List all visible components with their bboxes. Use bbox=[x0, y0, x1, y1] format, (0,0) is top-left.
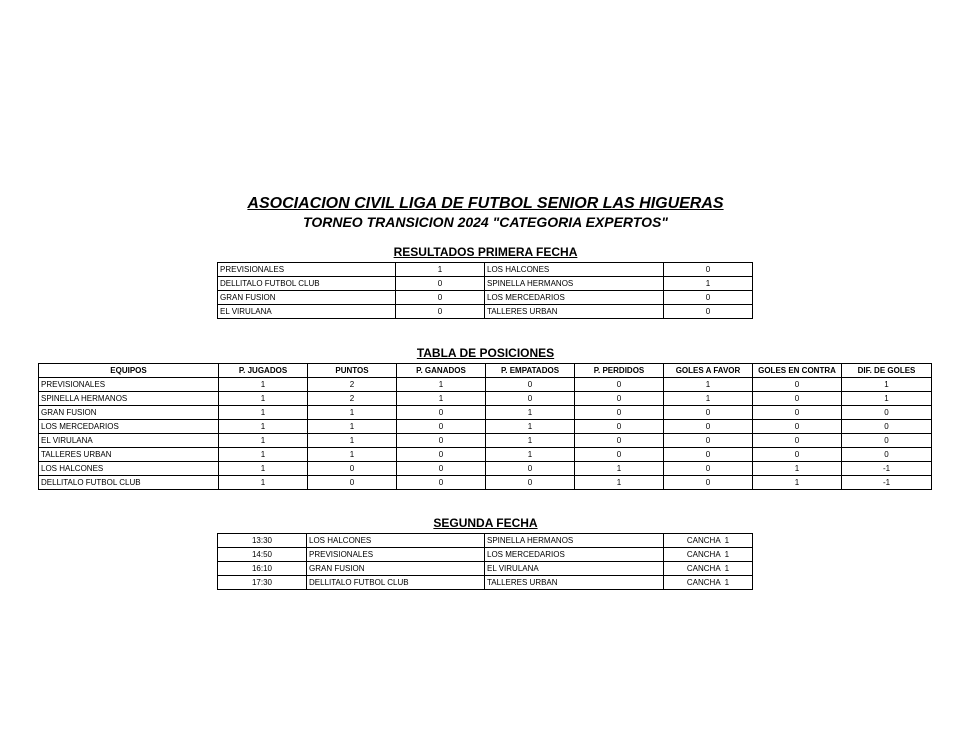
stat-cell: 0 bbox=[842, 434, 932, 448]
away-goals: 0 bbox=[664, 291, 753, 305]
team-name: TALLERES URBAN bbox=[39, 448, 219, 462]
table-row bbox=[218, 291, 753, 305]
col-header-goles-a-favor: GOLES A FAVOR bbox=[664, 364, 753, 378]
away-team: LOS HALCONES bbox=[485, 263, 664, 277]
away-goals: 0 bbox=[664, 263, 753, 277]
match-time: 13:30 bbox=[218, 534, 307, 548]
stat-cell: 0 bbox=[486, 476, 575, 490]
stat-cell: 0 bbox=[397, 420, 486, 434]
team-name: DELLITALO FUTBOL CLUB bbox=[39, 476, 219, 490]
field-name: CANCHA 1 bbox=[664, 576, 753, 590]
table-row bbox=[39, 406, 932, 420]
col-header-p-perdidos: P. PERDIDOS bbox=[575, 364, 664, 378]
stat-cell: 0 bbox=[397, 434, 486, 448]
col-header-goles-en-contra: GOLES EN CONTRA bbox=[753, 364, 842, 378]
stat-cell: 1 bbox=[664, 378, 753, 392]
away-goals: 0 bbox=[664, 305, 753, 319]
stat-cell: 1 bbox=[486, 448, 575, 462]
stat-cell: 0 bbox=[753, 406, 842, 420]
table-row bbox=[218, 562, 753, 576]
away-team: TALLERES URBAN bbox=[485, 305, 664, 319]
home-team: GRAN FUSION bbox=[307, 562, 485, 576]
stat-cell: 0 bbox=[486, 392, 575, 406]
standings-table bbox=[38, 363, 932, 490]
stat-cell: 0 bbox=[486, 462, 575, 476]
col-header-p-jugados: P. JUGADOS bbox=[219, 364, 308, 378]
home-goals: 0 bbox=[396, 305, 485, 319]
stat-cell: 0 bbox=[664, 406, 753, 420]
table-row bbox=[218, 305, 753, 319]
results-section-title: RESULTADOS PRIMERA FECHA bbox=[393, 245, 578, 259]
away-team: SPINELLA HERMANOS bbox=[485, 277, 664, 291]
col-header-equipos: EQUIPOS bbox=[39, 364, 219, 378]
second-round-table bbox=[217, 533, 753, 590]
second-round-section-title: SEGUNDA FECHA bbox=[433, 516, 538, 530]
stat-cell: 0 bbox=[575, 378, 664, 392]
team-name: PREVISIONALES bbox=[39, 378, 219, 392]
stat-cell: 1 bbox=[486, 434, 575, 448]
away-goals: 1 bbox=[664, 277, 753, 291]
table-row bbox=[39, 434, 932, 448]
stat-cell: 1 bbox=[397, 378, 486, 392]
table-row bbox=[218, 263, 753, 277]
stat-cell: 1 bbox=[486, 406, 575, 420]
stat-cell: 0 bbox=[486, 378, 575, 392]
col-header-p-ganados: P. GANADOS bbox=[397, 364, 486, 378]
league-title: ASOCIACION CIVIL LIGA DE FUTBOL SENIOR LAS HIGUERAS bbox=[247, 195, 724, 212]
stat-cell: 1 bbox=[753, 476, 842, 490]
table-row bbox=[39, 462, 932, 476]
away-team: SPINELLA HERMANOS bbox=[485, 534, 664, 548]
away-team: LOS MERCEDARIOS bbox=[485, 291, 664, 305]
stat-cell: 1 bbox=[219, 434, 308, 448]
home-goals: 1 bbox=[396, 263, 485, 277]
away-team: EL VIRULANA bbox=[485, 562, 664, 576]
tournament-subtitle: TORNEO TRANSICION 2024 "CATEGORIA EXPERTOS" bbox=[303, 214, 668, 230]
stat-cell: 1 bbox=[219, 476, 308, 490]
stat-cell: 1 bbox=[664, 392, 753, 406]
team-name: EL VIRULANA bbox=[39, 434, 219, 448]
results-table bbox=[217, 262, 753, 319]
table-row bbox=[218, 548, 753, 562]
home-goals: 0 bbox=[396, 291, 485, 305]
stat-cell: 0 bbox=[575, 392, 664, 406]
table-row bbox=[218, 576, 753, 590]
stat-cell: 1 bbox=[219, 378, 308, 392]
field-name: CANCHA 1 bbox=[664, 562, 753, 576]
stat-cell: 0 bbox=[842, 406, 932, 420]
stat-cell: 0 bbox=[842, 420, 932, 434]
home-team: PREVISIONALES bbox=[307, 548, 485, 562]
field-name: CANCHA 1 bbox=[664, 534, 753, 548]
stat-cell: 1 bbox=[753, 462, 842, 476]
stat-cell: 0 bbox=[308, 476, 397, 490]
stat-cell: 0 bbox=[397, 476, 486, 490]
col-header-dif-de-goles: DIF. DE GOLES bbox=[842, 364, 932, 378]
table-row bbox=[218, 277, 753, 291]
home-team: LOS HALCONES bbox=[307, 534, 485, 548]
home-team: EL VIRULANA bbox=[218, 305, 396, 319]
stat-cell: 1 bbox=[308, 420, 397, 434]
stat-cell: 2 bbox=[308, 392, 397, 406]
stat-cell: 0 bbox=[753, 378, 842, 392]
standings-header-row bbox=[39, 364, 932, 378]
stat-cell: 0 bbox=[397, 462, 486, 476]
stat-cell: 1 bbox=[219, 448, 308, 462]
stat-cell: 0 bbox=[664, 476, 753, 490]
team-name: LOS MERCEDARIOS bbox=[39, 420, 219, 434]
stat-cell: 1 bbox=[308, 448, 397, 462]
stat-cell: 0 bbox=[842, 448, 932, 462]
standings-section-title: TABLA DE POSICIONES bbox=[416, 346, 555, 360]
away-team: TALLERES URBAN bbox=[485, 576, 664, 590]
home-team: DELLITALO FUTBOL CLUB bbox=[307, 576, 485, 590]
team-name: SPINELLA HERMANOS bbox=[39, 392, 219, 406]
col-header-p-empatados: P. EMPATADOS bbox=[486, 364, 575, 378]
stat-cell: -1 bbox=[842, 476, 932, 490]
stat-cell: 1 bbox=[842, 378, 932, 392]
stat-cell: 0 bbox=[753, 434, 842, 448]
stat-cell: -1 bbox=[842, 462, 932, 476]
stat-cell: 0 bbox=[308, 462, 397, 476]
stat-cell: 0 bbox=[664, 462, 753, 476]
col-header-puntos: PUNTOS bbox=[308, 364, 397, 378]
stat-cell: 0 bbox=[575, 420, 664, 434]
match-time: 14:50 bbox=[218, 548, 307, 562]
stat-cell: 2 bbox=[308, 378, 397, 392]
stat-cell: 0 bbox=[664, 448, 753, 462]
table-row bbox=[39, 392, 932, 406]
stat-cell: 0 bbox=[753, 420, 842, 434]
stat-cell: 0 bbox=[397, 448, 486, 462]
table-row bbox=[39, 448, 932, 462]
stat-cell: 0 bbox=[397, 406, 486, 420]
stat-cell: 0 bbox=[575, 406, 664, 420]
table-row bbox=[39, 476, 932, 490]
table-row bbox=[39, 378, 932, 392]
stat-cell: 0 bbox=[753, 448, 842, 462]
stat-cell: 1 bbox=[486, 420, 575, 434]
stat-cell: 1 bbox=[575, 476, 664, 490]
stat-cell: 1 bbox=[219, 462, 308, 476]
field-name: CANCHA 1 bbox=[664, 548, 753, 562]
stat-cell: 1 bbox=[308, 434, 397, 448]
stat-cell: 1 bbox=[575, 462, 664, 476]
team-name: LOS HALCONES bbox=[39, 462, 219, 476]
stat-cell: 0 bbox=[664, 420, 753, 434]
match-time: 17:30 bbox=[218, 576, 307, 590]
home-team: GRAN FUSION bbox=[218, 291, 396, 305]
stat-cell: 0 bbox=[753, 392, 842, 406]
stat-cell: 1 bbox=[308, 406, 397, 420]
team-name: GRAN FUSION bbox=[39, 406, 219, 420]
stat-cell: 0 bbox=[664, 434, 753, 448]
match-time: 16:10 bbox=[218, 562, 307, 576]
home-team: PREVISIONALES bbox=[218, 263, 396, 277]
home-team: DELLITALO FUTBOL CLUB bbox=[218, 277, 396, 291]
away-team: LOS MERCEDARIOS bbox=[485, 548, 664, 562]
stat-cell: 1 bbox=[219, 420, 308, 434]
stat-cell: 1 bbox=[219, 392, 308, 406]
stat-cell: 1 bbox=[397, 392, 486, 406]
stat-cell: 1 bbox=[842, 392, 932, 406]
table-row bbox=[218, 534, 753, 548]
stat-cell: 0 bbox=[575, 448, 664, 462]
stat-cell: 0 bbox=[575, 434, 664, 448]
home-goals: 0 bbox=[396, 277, 485, 291]
table-row bbox=[39, 420, 932, 434]
stat-cell: 1 bbox=[219, 406, 308, 420]
